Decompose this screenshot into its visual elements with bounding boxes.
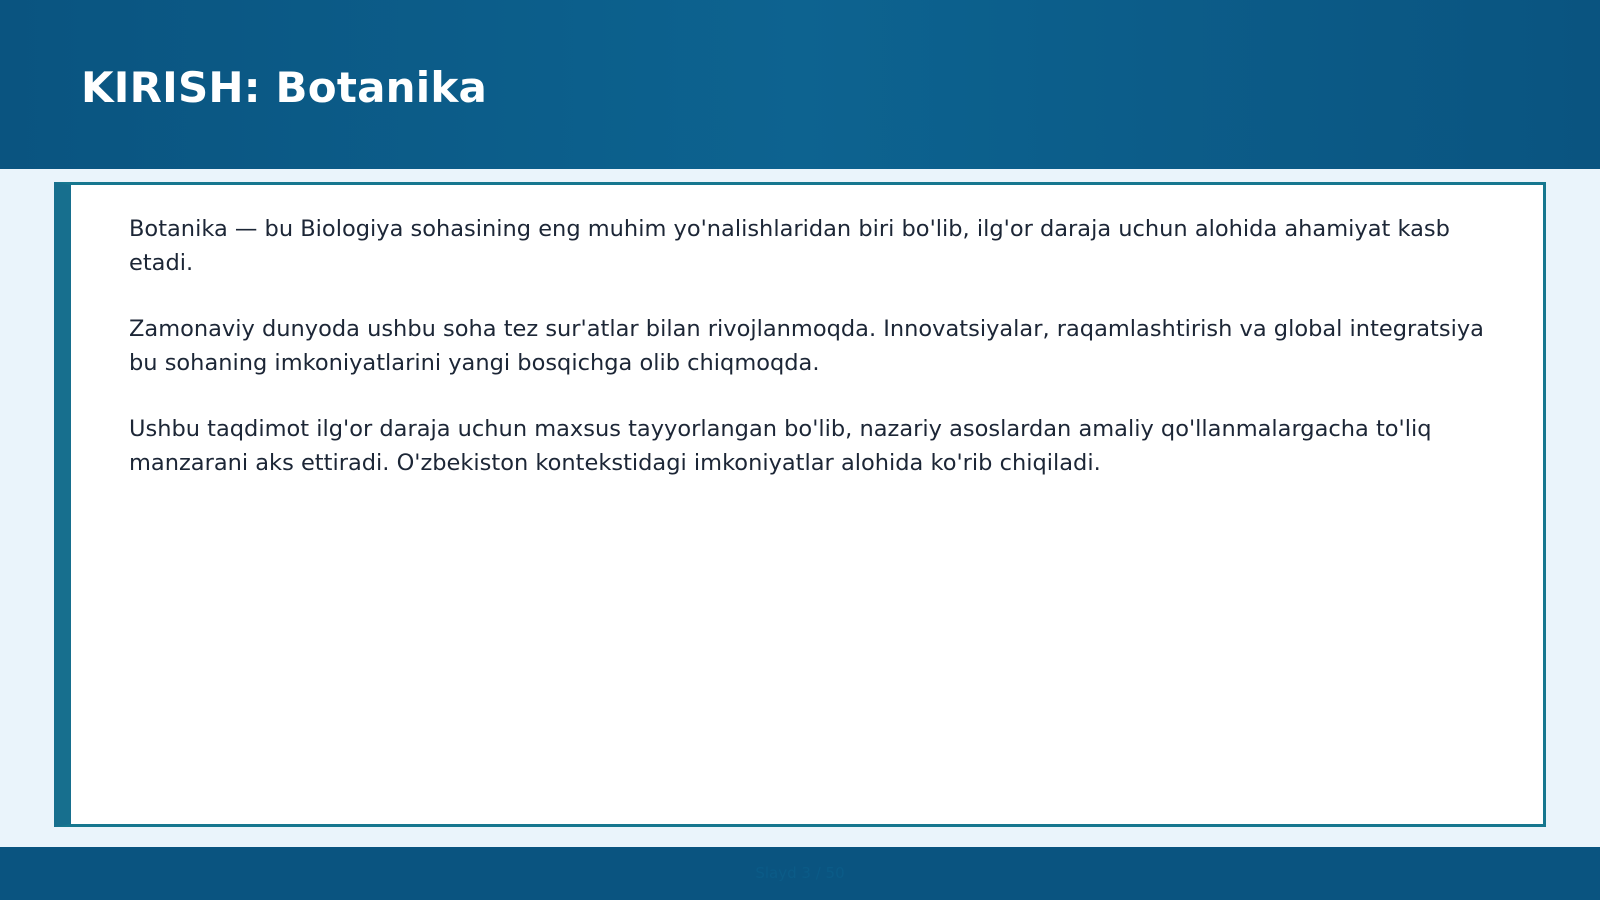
content-card [54,182,1546,827]
slide-title: KIRISH: Botanika [81,63,488,112]
paragraph-modern-world: Zamonaviy dunyoda ushbu soha tez sur'atlar bilan rivojlanmoqda. Innovatsiyalar, raqamlashtirish va global integratsiya bu sohaning imkoniyatlarini yangi bosqichga olib chiqmoqda. [129,316,1484,376]
slide-header [0,0,1600,169]
body-text [129,213,1519,513]
paragraph-intro: Botanika — bu Biologiya sohasining eng muhim yo'nalishlaridan biri bo'lib, ilg'or daraja uchun alohida ahamiyat kasb etadi. [129,216,1450,276]
slide-footer [0,847,1600,900]
page-number: Slayd 3 / 50 [755,864,845,882]
paragraph-presentation-purpose: Ushbu taqdimot ilg'or daraja uchun maxsus tayyorlangan bo'lib, nazariy asoslardan amaliy qo'llanmalargacha to'liq manzarani aks ettiradi. O'zbekiston kontekstidagi imkoniyatlar alohida ko'rib chiqiladi. [129,416,1432,476]
